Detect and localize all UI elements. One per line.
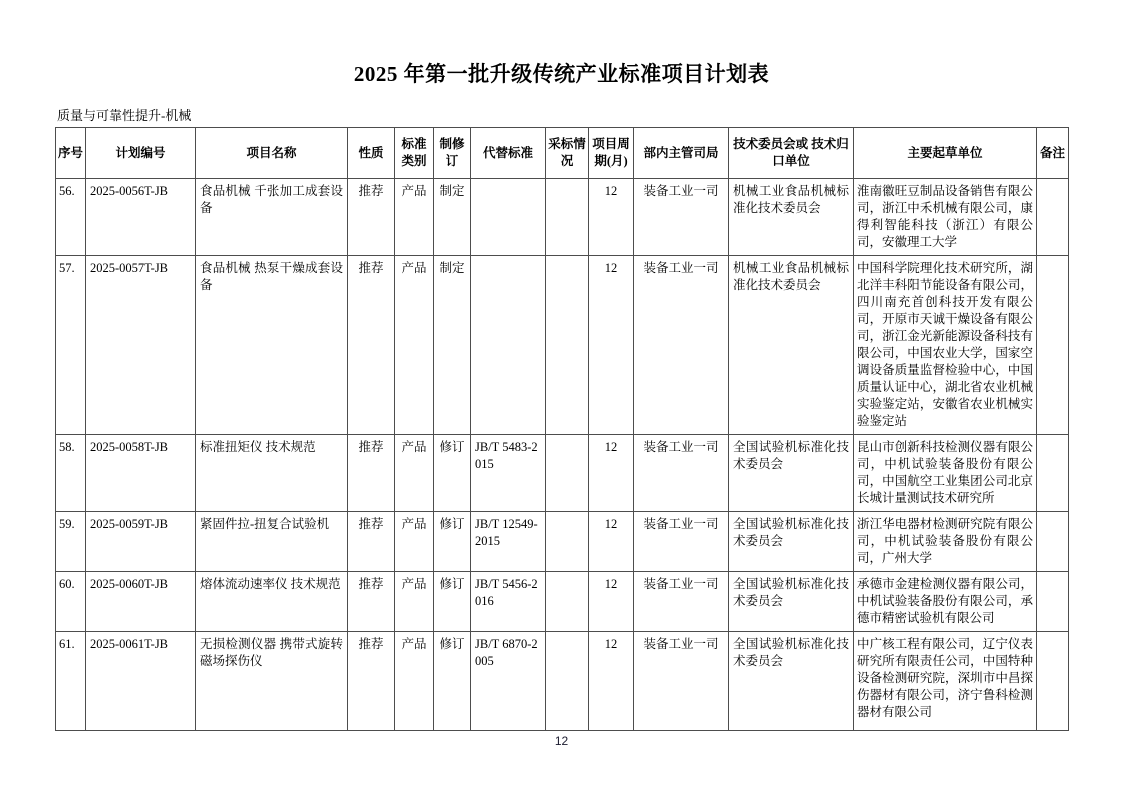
cell-period: 12 [589,256,634,435]
cell-adoption [546,435,589,512]
header-drafting-units: 主要起草单位 [854,128,1037,179]
cell-category: 产品 [395,632,434,731]
cell-department: 装备工业一司 [634,632,729,731]
cell-seq: 60. [56,572,86,632]
cell-remark [1037,179,1069,256]
standards-plan-table [55,127,1069,731]
cell-project-name: 无损检测仪器 携带式旋转磁场探伤仪 [196,632,348,731]
cell-remark [1037,512,1069,572]
cell-seq: 57. [56,256,86,435]
cell-category: 产品 [395,435,434,512]
table-row [56,512,1069,572]
cell-department: 装备工业一司 [634,572,729,632]
cell-category: 产品 [395,572,434,632]
header-remark: 备注 [1037,128,1069,179]
cell-nature: 推荐 [348,256,395,435]
cell-nature: 推荐 [348,179,395,256]
cell-project-name: 熔体流动速率仪 技术规范 [196,572,348,632]
header-department: 部内主管司局 [634,128,729,179]
cell-plan-no: 2025-0060T-JB [86,572,196,632]
cell-drafting-units: 淮南徽旺豆制品设备销售有限公司，浙江中禾机械有限公司，康得利智能科技（浙江）有限公司，安徽理工大学 [854,179,1037,256]
cell-nature: 推荐 [348,512,395,572]
table-row [56,256,1069,435]
cell-replaced-standard: JB/T 6870-2005 [471,632,546,731]
header-nature: 性质 [348,128,395,179]
cell-period: 12 [589,435,634,512]
cell-revision: 修订 [434,512,471,572]
cell-seq: 59. [56,512,86,572]
cell-adoption [546,572,589,632]
cell-project-name: 紧固件拉-扭复合试验机 [196,512,348,572]
cell-project-name: 食品机械 千张加工成套设备 [196,179,348,256]
cell-committee: 全国试验机标准化技术委员会 [729,512,854,572]
cell-committee: 全国试验机标准化技术委员会 [729,435,854,512]
header-period: 项目周期(月) [589,128,634,179]
cell-drafting-units: 中广核工程有限公司，辽宁仪表研究所有限责任公司，中国特种设备检测研究院，深圳市中昌探伤器材有限公司，济宁鲁科检测器材有限公司 [854,632,1037,731]
cell-adoption [546,632,589,731]
cell-drafting-units: 中国科学院理化技术研究所，湖北洋丰科阳节能设备有限公司，四川南充首创科技开发有限公司，开原市天诚干燥设备有限公司，浙江金光新能源设备科技有限公司，中国农业大学，国家空调设备质量监督检验中心，中国质量认证中心，湖北省农业机械实验鉴定站，安徽省农业机械实验鉴定站 [854,256,1037,435]
cell-drafting-units: 昆山市创新科技检测仪器有限公司，中机试验装备股份有限公司，中国航空工业集团公司北京长城计量测试技术研究所 [854,435,1037,512]
header-plan-no: 计划编号 [86,128,196,179]
page-number: 12 [554,734,569,748]
cell-remark [1037,435,1069,512]
cell-nature: 推荐 [348,572,395,632]
header-category: 标准类别 [395,128,434,179]
cell-plan-no: 2025-0059T-JB [86,512,196,572]
cell-committee: 机械工业食品机械标准化技术委员会 [729,256,854,435]
cell-period: 12 [589,572,634,632]
table-row [56,572,1069,632]
table-header-row [56,128,1069,179]
cell-replaced-standard [471,256,546,435]
cell-plan-no: 2025-0061T-JB [86,632,196,731]
cell-replaced-standard: JB/T 5456-2016 [471,572,546,632]
cell-plan-no: 2025-0057T-JB [86,256,196,435]
cell-remark [1037,572,1069,632]
cell-adoption [546,179,589,256]
cell-department: 装备工业一司 [634,179,729,256]
table-row [56,179,1069,256]
cell-nature: 推荐 [348,632,395,731]
cell-drafting-units: 浙江华电器材检测研究院有限公司，中机试验装备股份有限公司，广州大学 [854,512,1037,572]
cell-category: 产品 [395,512,434,572]
cell-remark [1037,632,1069,731]
table-row [56,435,1069,512]
header-committee: 技术委员会或 技术归口单位 [729,128,854,179]
cell-nature: 推荐 [348,435,395,512]
cell-revision: 修订 [434,632,471,731]
cell-replaced-standard: JB/T 12549-2015 [471,512,546,572]
cell-replaced-standard [471,179,546,256]
cell-committee: 机械工业食品机械标准化技术委员会 [729,179,854,256]
cell-revision: 修订 [434,572,471,632]
cell-seq: 56. [56,179,86,256]
header-adoption: 采标情况 [546,128,589,179]
cell-department: 装备工业一司 [634,435,729,512]
cell-period: 12 [589,512,634,572]
table-row [56,632,1069,731]
cell-seq: 58. [56,435,86,512]
cell-period: 12 [589,179,634,256]
cell-adoption [546,512,589,572]
cell-revision: 制定 [434,179,471,256]
section-label: 质量与可靠性提升-机械 [57,108,192,123]
cell-seq: 61. [56,632,86,731]
cell-committee: 全国试验机标准化技术委员会 [729,572,854,632]
header-revision: 制修订 [434,128,471,179]
cell-plan-no: 2025-0058T-JB [86,435,196,512]
document-title: 2025 年第一批升级传统产业标准项目计划表 [353,62,770,86]
cell-revision: 修订 [434,435,471,512]
cell-revision: 制定 [434,256,471,435]
header-seq: 序号 [56,128,86,179]
cell-category: 产品 [395,179,434,256]
cell-department: 装备工业一司 [634,256,729,435]
cell-plan-no: 2025-0056T-JB [86,179,196,256]
table-body [56,179,1069,731]
cell-remark [1037,256,1069,435]
cell-department: 装备工业一司 [634,512,729,572]
cell-drafting-units: 承德市金建检测仪器有限公司，中机试验装备股份有限公司，承德市精密试验机有限公司 [854,572,1037,632]
cell-project-name: 食品机械 热泵干燥成套设备 [196,256,348,435]
header-replaced-standard: 代替标准 [471,128,546,179]
cell-project-name: 标准扭矩仪 技术规范 [196,435,348,512]
cell-replaced-standard: JB/T 5483-2015 [471,435,546,512]
cell-category: 产品 [395,256,434,435]
header-project-name: 项目名称 [196,128,348,179]
cell-adoption [546,256,589,435]
cell-period: 12 [589,632,634,731]
cell-committee: 全国试验机标准化技术委员会 [729,632,854,731]
